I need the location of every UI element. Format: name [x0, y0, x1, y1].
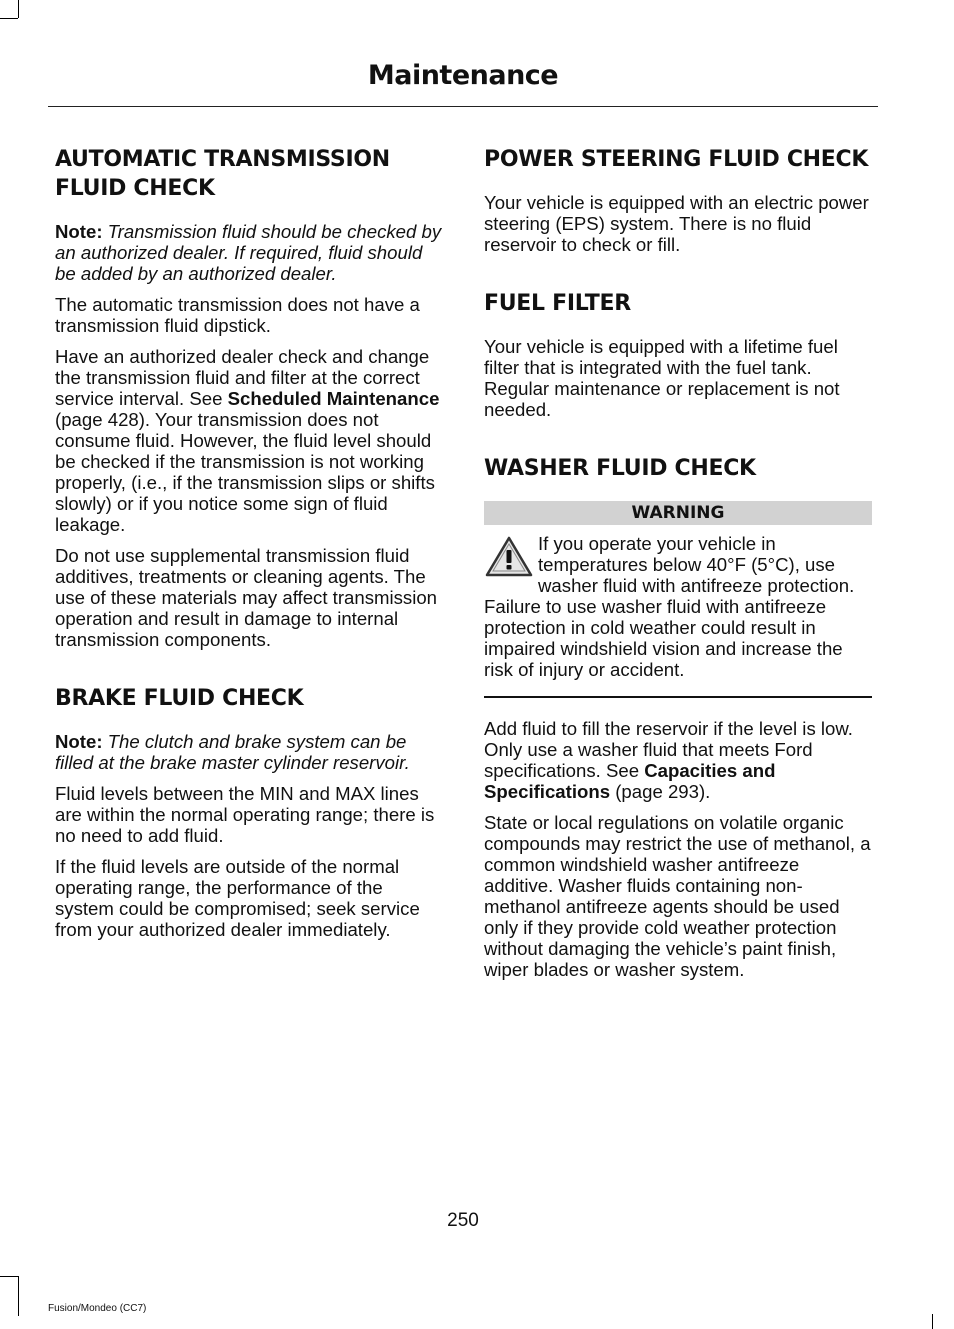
note-text: Transmission fluid should be checked by an authorized dealer. If required, fluid should be added by an authorized dealer.	[55, 221, 442, 284]
capacities-link[interactable]: Capacities and Specifications	[484, 760, 776, 802]
brake-note	[55, 731, 445, 773]
crop-mark	[18, 1276, 19, 1316]
atf-paragraph-3: Do not use supplemental transmission fluid additives, treatments or cleaning agents. The use of these materials may affect transmission operation and result in damage to internal transmission components.	[55, 545, 438, 650]
washer-paragraph-2: State or local regulations on volatile organic compounds may restrict the use of methanol, a common windshield washer antifreeze additive. Washer fluids containing non-methanol antifreeze agents should be used only if they provide cold weather protection without damaging the vehicle’s paint finish, wiper blades or washer system.	[484, 812, 871, 980]
warning-triangle-icon	[484, 535, 534, 579]
brake-paragraph-1: Fluid levels between the MIN and MAX lines are within the normal operating range; there is no need to add fluid.	[55, 783, 435, 846]
atf-paragraph-1: The automatic transmission does not have a transmission fluid dipstick.	[55, 294, 420, 336]
warning-title: WARNING	[484, 501, 872, 525]
atf-paragraph-2	[55, 346, 445, 535]
page-title: Maintenance	[367, 60, 559, 91]
warning-text: If you operate your vehicle in temperatures below 40°F (5°C), use washer fluid with antifreeze protection. Failure to use washer fluid with antifreeze protection in cold weather could result in impaired windshield vision and increase the risk of injury or accident.	[484, 533, 855, 680]
page-number: 250	[447, 1210, 479, 1231]
power-steering-paragraph: Your vehicle is equipped with an electric power steering (EPS) system. There is no fluid reservoir to check or fill.	[484, 192, 869, 255]
atf-p2-text: Have an authorized dealer check and change the transmission fluid and filter at the correct service interval. See	[55, 346, 430, 409]
atf-heading: AUTOMATIC TRANSMISSION FLUID CHECK	[55, 147, 390, 201]
crop-mark	[18, 0, 19, 18]
note-label: Note:	[55, 731, 103, 752]
fuel-filter-heading: FUEL FILTER	[484, 291, 631, 316]
atf-note	[55, 221, 445, 284]
washer-heading: WASHER FLUID CHECK	[484, 456, 756, 481]
footer-model: Fusion/Mondeo (CC7)	[48, 1303, 147, 1314]
header-rule	[48, 106, 878, 107]
brake-heading: BRAKE FLUID CHECK	[55, 686, 304, 711]
brake-paragraph-2: If the fluid levels are outside of the normal operating range, the performance of the system could be compromised; seek service from your authorized dealer immediately.	[55, 856, 420, 940]
washer-paragraph-1	[484, 718, 872, 802]
right-column	[484, 145, 872, 990]
washer-p1-text: Add fluid to fill the reservoir if the level is low. Only use a washer fluid that meets Ford specifications. See	[484, 718, 853, 781]
atf-p2-text-cont: (page 428). Your transmission does not consume fluid. However, the fluid level should be checked if the transmission is not working properly, (i.e., if the transmission slips or shifts slowly) or if you notice some sign of fluid leakage.	[55, 409, 435, 535]
note-label: Note:	[55, 221, 103, 242]
left-column	[55, 145, 445, 950]
washer-p1-text-cont: (page 293).	[610, 781, 711, 802]
crop-mark	[932, 1314, 933, 1329]
crop-mark	[0, 1276, 18, 1277]
warning-box	[484, 533, 872, 698]
note-text: The clutch and brake system can be filled at the brake master cylinder reservoir.	[55, 731, 410, 773]
crop-mark	[0, 18, 18, 19]
scheduled-maintenance-link[interactable]: Scheduled Maintenance	[227, 388, 440, 409]
power-steering-heading: POWER STEERING FLUID CHECK	[484, 147, 869, 172]
fuel-filter-paragraph: Your vehicle is equipped with a lifetime fuel filter that is integrated with the fuel tank. Regular maintenance or replacement is not needed.	[484, 336, 840, 420]
